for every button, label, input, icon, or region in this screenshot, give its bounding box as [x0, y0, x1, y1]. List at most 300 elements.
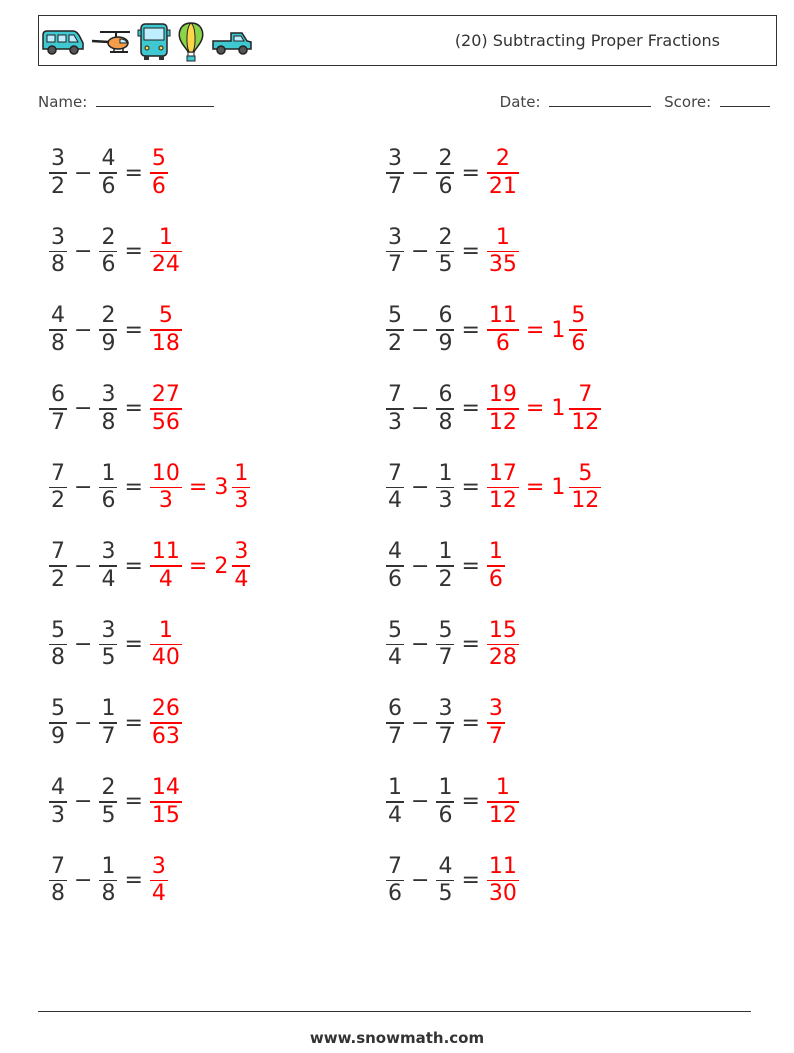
- minus-sign: −: [411, 396, 430, 422]
- denominator: 8: [101, 881, 116, 907]
- problem-item: [46, 142, 171, 204]
- denominator: 8: [51, 881, 65, 907]
- first-fraction: [49, 461, 67, 515]
- numerator: 3: [388, 146, 402, 172]
- equals-sign: =: [461, 396, 480, 422]
- numerator: 6: [438, 382, 453, 408]
- denominator: 4: [151, 881, 166, 907]
- score-blank[interactable]: [720, 92, 770, 107]
- numerator: 5: [51, 617, 65, 643]
- score-label: Score:: [664, 93, 712, 111]
- denominator: 8: [51, 330, 65, 356]
- minus-sign: −: [74, 710, 93, 736]
- minus-sign: −: [411, 317, 430, 343]
- denominator: 12: [488, 409, 517, 435]
- numerator: 6: [388, 696, 402, 722]
- answer: [147, 539, 253, 593]
- second-fraction: [99, 303, 117, 357]
- numerator: 3: [101, 382, 116, 408]
- second-fraction: [436, 618, 454, 672]
- equals-sign: =: [124, 553, 143, 579]
- numerator: 5: [388, 617, 402, 643]
- problem-item: [383, 771, 522, 833]
- mixed-fraction: [232, 461, 250, 515]
- equals-sign: =: [461, 710, 480, 736]
- numerator: 5: [438, 617, 453, 643]
- first-fraction: [49, 382, 67, 436]
- denominator: 5: [438, 252, 453, 278]
- second-fraction: [99, 618, 117, 672]
- date-label: Date:: [499, 93, 541, 111]
- answer: [147, 382, 185, 436]
- second-fraction: [436, 225, 454, 279]
- answer-fraction: [150, 146, 168, 200]
- denominator: 5: [101, 802, 116, 828]
- problem-item: [383, 849, 522, 911]
- answer-fraction: [487, 461, 519, 515]
- minus-sign: −: [411, 867, 430, 893]
- equals-sign: =: [124, 160, 143, 186]
- answer-fraction: [150, 303, 182, 357]
- second-fraction: [99, 775, 117, 829]
- answer: [484, 225, 522, 279]
- answer-fraction: [487, 854, 519, 908]
- equals-sign: =: [124, 474, 143, 500]
- numerator: 6: [438, 303, 453, 329]
- equals-sign: =: [124, 789, 143, 815]
- answer-fraction: [150, 618, 182, 672]
- second-fraction: [99, 539, 117, 593]
- denominator: 6: [388, 881, 402, 907]
- denominator: 4: [388, 488, 402, 514]
- mixed-whole-number: 1: [551, 474, 566, 500]
- numerator: 2: [438, 146, 453, 172]
- second-fraction: [436, 382, 454, 436]
- denominator: 2: [51, 173, 65, 199]
- second-fraction: [99, 696, 117, 750]
- numerator: 6: [51, 382, 65, 408]
- minus-sign: −: [74, 396, 93, 422]
- mixed-fraction: [232, 539, 250, 593]
- numerator: 7: [388, 460, 402, 486]
- numerator: 11: [151, 539, 180, 565]
- denominator: 7: [488, 723, 503, 749]
- denominator: 3: [234, 488, 249, 514]
- first-fraction: [49, 696, 67, 750]
- denominator: 24: [151, 252, 180, 278]
- numerator: 3: [488, 696, 503, 722]
- bus-icon: [137, 22, 171, 62]
- numerator: 5: [151, 146, 166, 172]
- denominator: 18: [151, 330, 180, 356]
- numerator: 2: [101, 775, 116, 801]
- denominator: 7: [101, 723, 116, 749]
- numerator: 3: [51, 224, 65, 250]
- denominator: 3: [388, 409, 402, 435]
- numerator: 4: [51, 303, 65, 329]
- answer: [484, 146, 522, 200]
- mixed-whole-number: 3: [214, 474, 229, 500]
- denominator: 4: [388, 802, 402, 828]
- denominator: 6: [101, 173, 116, 199]
- first-fraction: [49, 618, 67, 672]
- denominator: 5: [101, 645, 116, 671]
- numerator: 1: [438, 539, 453, 565]
- equals-sign: =: [461, 553, 480, 579]
- problem-item: [46, 614, 185, 676]
- answer: [147, 461, 253, 515]
- numerator: 1: [101, 460, 116, 486]
- hot-air-balloon-icon: [176, 21, 206, 63]
- first-fraction: [49, 775, 67, 829]
- denominator: 2: [51, 488, 65, 514]
- denominator: 4: [234, 566, 249, 592]
- denominator: 6: [495, 330, 510, 356]
- denominator: 35: [488, 252, 517, 278]
- numerator: 11: [488, 303, 517, 329]
- denominator: 2: [388, 330, 402, 356]
- numerator: 5: [158, 303, 173, 329]
- answer: [147, 696, 185, 750]
- denominator: 6: [101, 252, 116, 278]
- numerator: 4: [388, 539, 402, 565]
- worksheet-header: [38, 15, 777, 66]
- equals-sign: =: [124, 239, 143, 265]
- numerator: 1: [495, 775, 510, 801]
- denominator: 12: [571, 488, 600, 514]
- van-icon: [41, 27, 85, 57]
- numerator: 1: [388, 775, 402, 801]
- answer: [484, 382, 604, 436]
- answer: [147, 225, 185, 279]
- answer: [484, 303, 590, 357]
- numerator: 10: [151, 460, 180, 486]
- denominator: 3: [438, 488, 453, 514]
- name-label: Name:: [38, 93, 88, 111]
- second-fraction: [99, 225, 117, 279]
- answer-fraction: [150, 775, 182, 829]
- numerator: 4: [101, 146, 116, 172]
- numerator: 5: [578, 460, 593, 486]
- minus-sign: −: [74, 789, 93, 815]
- denominator: 12: [571, 409, 600, 435]
- first-fraction: [386, 775, 404, 829]
- answer: [484, 539, 508, 593]
- numerator: 3: [51, 146, 65, 172]
- problem-item: [383, 456, 604, 518]
- numerator: 7: [51, 853, 65, 879]
- answer-equals-sign: =: [525, 317, 545, 343]
- answer-fraction: [487, 696, 505, 750]
- first-fraction: [386, 539, 404, 593]
- first-fraction: [386, 225, 404, 279]
- answer-fraction: [487, 303, 519, 357]
- equals-sign: =: [461, 474, 480, 500]
- denominator: 6: [151, 173, 166, 199]
- denominator: 5: [438, 881, 453, 907]
- numerator: 1: [234, 460, 249, 486]
- first-fraction: [386, 854, 404, 908]
- denominator: 40: [151, 645, 180, 671]
- problem-item: [46, 849, 171, 911]
- equals-sign: =: [124, 867, 143, 893]
- denominator: 9: [51, 723, 65, 749]
- numerator: 5: [51, 696, 65, 722]
- equals-sign: =: [461, 632, 480, 658]
- numerator: 7: [388, 382, 402, 408]
- answer: [147, 146, 171, 200]
- denominator: 6: [101, 488, 116, 514]
- mixed-fraction: [569, 303, 587, 357]
- equals-sign: =: [124, 317, 143, 343]
- numerator: 7: [578, 382, 593, 408]
- second-fraction: [436, 461, 454, 515]
- denominator: 4: [158, 566, 173, 592]
- denominator: 4: [101, 566, 116, 592]
- minus-sign: −: [411, 239, 430, 265]
- numerator: 4: [438, 853, 453, 879]
- denominator: 7: [438, 645, 453, 671]
- numerator: 5: [571, 303, 586, 329]
- problem-item: [46, 535, 253, 597]
- answer: [147, 618, 185, 672]
- numerator: 3: [234, 539, 249, 565]
- second-fraction: [436, 775, 454, 829]
- answer-fraction: [487, 539, 505, 593]
- answer: [147, 303, 185, 357]
- answer: [484, 775, 522, 829]
- answer-equals-sign: =: [525, 396, 545, 422]
- minus-sign: −: [411, 710, 430, 736]
- first-fraction: [386, 303, 404, 357]
- answer-equals-sign: =: [525, 474, 545, 500]
- numerator: 7: [51, 460, 65, 486]
- numerator: 2: [101, 303, 116, 329]
- problem-item: [383, 142, 522, 204]
- mixed-fraction: [569, 382, 601, 436]
- helicopter-icon: [90, 27, 132, 57]
- first-fraction: [386, 146, 404, 200]
- footer-divider: [38, 1011, 751, 1012]
- numerator: 2: [438, 224, 453, 250]
- numerator: 1: [438, 460, 453, 486]
- problem-item: [383, 378, 604, 440]
- minus-sign: −: [411, 553, 430, 579]
- equals-sign: =: [461, 160, 480, 186]
- denominator: 63: [151, 723, 180, 749]
- denominator: 3: [158, 488, 173, 514]
- denominator: 6: [388, 566, 402, 592]
- equals-sign: =: [461, 317, 480, 343]
- second-fraction: [436, 539, 454, 593]
- denominator: 2: [438, 566, 453, 592]
- numerator: 26: [151, 696, 180, 722]
- numerator: 4: [51, 775, 65, 801]
- first-fraction: [386, 696, 404, 750]
- numerator: 19: [488, 382, 517, 408]
- minus-sign: −: [411, 632, 430, 658]
- answer: [147, 854, 171, 908]
- mixed-fraction: [569, 461, 601, 515]
- denominator: 8: [438, 409, 453, 435]
- answer-fraction: [150, 539, 182, 593]
- pickup-truck-icon: [211, 27, 253, 57]
- numerator: 2: [101, 224, 116, 250]
- numerator: 1: [158, 617, 173, 643]
- problem-item: [46, 456, 253, 518]
- numerator: 1: [495, 224, 510, 250]
- problem-item: [383, 221, 522, 283]
- problem-item: [383, 535, 508, 597]
- minus-sign: −: [411, 474, 430, 500]
- denominator: 8: [101, 409, 116, 435]
- numerator: 7: [388, 853, 402, 879]
- equals-sign: =: [461, 789, 480, 815]
- minus-sign: −: [411, 160, 430, 186]
- equals-sign: =: [124, 632, 143, 658]
- numerator: 15: [488, 617, 517, 643]
- denominator: 12: [488, 802, 517, 828]
- answer: [484, 461, 604, 515]
- second-fraction: [436, 303, 454, 357]
- numerator: 2: [495, 146, 510, 172]
- problem-item: [383, 614, 522, 676]
- denominator: 56: [151, 409, 180, 435]
- denominator: 7: [51, 409, 65, 435]
- date-score-fields: [500, 92, 770, 111]
- numerator: 3: [151, 853, 166, 879]
- answer-equals-sign: =: [188, 553, 208, 579]
- answer: [147, 775, 185, 829]
- numerator: 3: [101, 539, 116, 565]
- second-fraction: [99, 382, 117, 436]
- answer-fraction: [487, 618, 519, 672]
- denominator: 8: [51, 252, 65, 278]
- minus-sign: −: [74, 867, 93, 893]
- numerator: 17: [488, 460, 517, 486]
- numerator: 3: [388, 224, 402, 250]
- numerator: 3: [438, 696, 453, 722]
- footer-url: www.snowmath.com: [309, 1029, 485, 1047]
- minus-sign: −: [74, 160, 93, 186]
- first-fraction: [49, 854, 67, 908]
- denominator: 12: [488, 488, 517, 514]
- denominator: 6: [571, 330, 586, 356]
- denominator: 7: [438, 723, 453, 749]
- answer-fraction: [150, 461, 182, 515]
- second-fraction: [436, 696, 454, 750]
- problem-item: [46, 378, 185, 440]
- numerator: 5: [388, 303, 402, 329]
- mixed-whole-number: 2: [214, 553, 229, 579]
- second-fraction: [436, 854, 454, 908]
- numerator: 14: [151, 775, 180, 801]
- denominator: 30: [488, 881, 517, 907]
- denominator: 9: [101, 330, 116, 356]
- problem-item: [383, 299, 590, 361]
- answer-fraction: [150, 382, 182, 436]
- answer-fraction: [487, 146, 519, 200]
- minus-sign: −: [74, 553, 93, 579]
- denominator: 6: [488, 566, 503, 592]
- problem-item: [383, 692, 508, 754]
- problem-item: [46, 692, 185, 754]
- minus-sign: −: [74, 239, 93, 265]
- numerator: 7: [51, 539, 65, 565]
- first-fraction: [49, 539, 67, 593]
- answer-fraction: [150, 225, 182, 279]
- answer-equals-sign: =: [188, 474, 208, 500]
- denominator: 4: [388, 645, 402, 671]
- numerator: 1: [158, 224, 173, 250]
- denominator: 7: [388, 723, 402, 749]
- first-fraction: [49, 225, 67, 279]
- equals-sign: =: [461, 867, 480, 893]
- first-fraction: [386, 382, 404, 436]
- numerator: 11: [488, 853, 517, 879]
- name-blank[interactable]: [96, 92, 214, 107]
- first-fraction: [49, 146, 67, 200]
- denominator: 6: [438, 173, 453, 199]
- answer-fraction: [487, 775, 519, 829]
- denominator: 28: [488, 645, 517, 671]
- problem-item: [46, 771, 185, 833]
- second-fraction: [99, 854, 117, 908]
- denominator: 3: [51, 802, 65, 828]
- numerator: 1: [488, 539, 503, 565]
- mixed-whole-number: 1: [551, 396, 566, 422]
- numerator: 1: [101, 696, 116, 722]
- answer: [484, 854, 522, 908]
- minus-sign: −: [411, 789, 430, 815]
- answer: [484, 618, 522, 672]
- second-fraction: [99, 461, 117, 515]
- answer-fraction: [487, 382, 519, 436]
- problem-item: [46, 299, 185, 361]
- first-fraction: [386, 461, 404, 515]
- minus-sign: −: [74, 317, 93, 343]
- second-fraction: [436, 146, 454, 200]
- denominator: 7: [388, 173, 402, 199]
- first-fraction: [49, 303, 67, 357]
- answer-fraction: [150, 696, 182, 750]
- denominator: 6: [438, 802, 453, 828]
- worksheet-title: (20) Subtracting Proper Fractions: [454, 31, 720, 50]
- denominator: 15: [151, 802, 180, 828]
- numerator: 3: [101, 617, 116, 643]
- numerator: 1: [101, 853, 116, 879]
- answer-fraction: [150, 854, 168, 908]
- minus-sign: −: [74, 632, 93, 658]
- second-fraction: [99, 146, 117, 200]
- answer-fraction: [487, 225, 519, 279]
- equals-sign: =: [124, 396, 143, 422]
- numerator: 1: [438, 775, 453, 801]
- date-blank[interactable]: [549, 92, 651, 107]
- denominator: 2: [51, 566, 65, 592]
- header-icons: [41, 21, 258, 63]
- denominator: 9: [438, 330, 453, 356]
- minus-sign: −: [74, 474, 93, 500]
- first-fraction: [386, 618, 404, 672]
- denominator: 7: [388, 252, 402, 278]
- mixed-whole-number: 1: [551, 317, 566, 343]
- answer: [484, 696, 508, 750]
- problem-item: [46, 221, 185, 283]
- numerator: 27: [151, 382, 180, 408]
- denominator: 21: [488, 173, 517, 199]
- name-field[interactable]: [38, 92, 214, 111]
